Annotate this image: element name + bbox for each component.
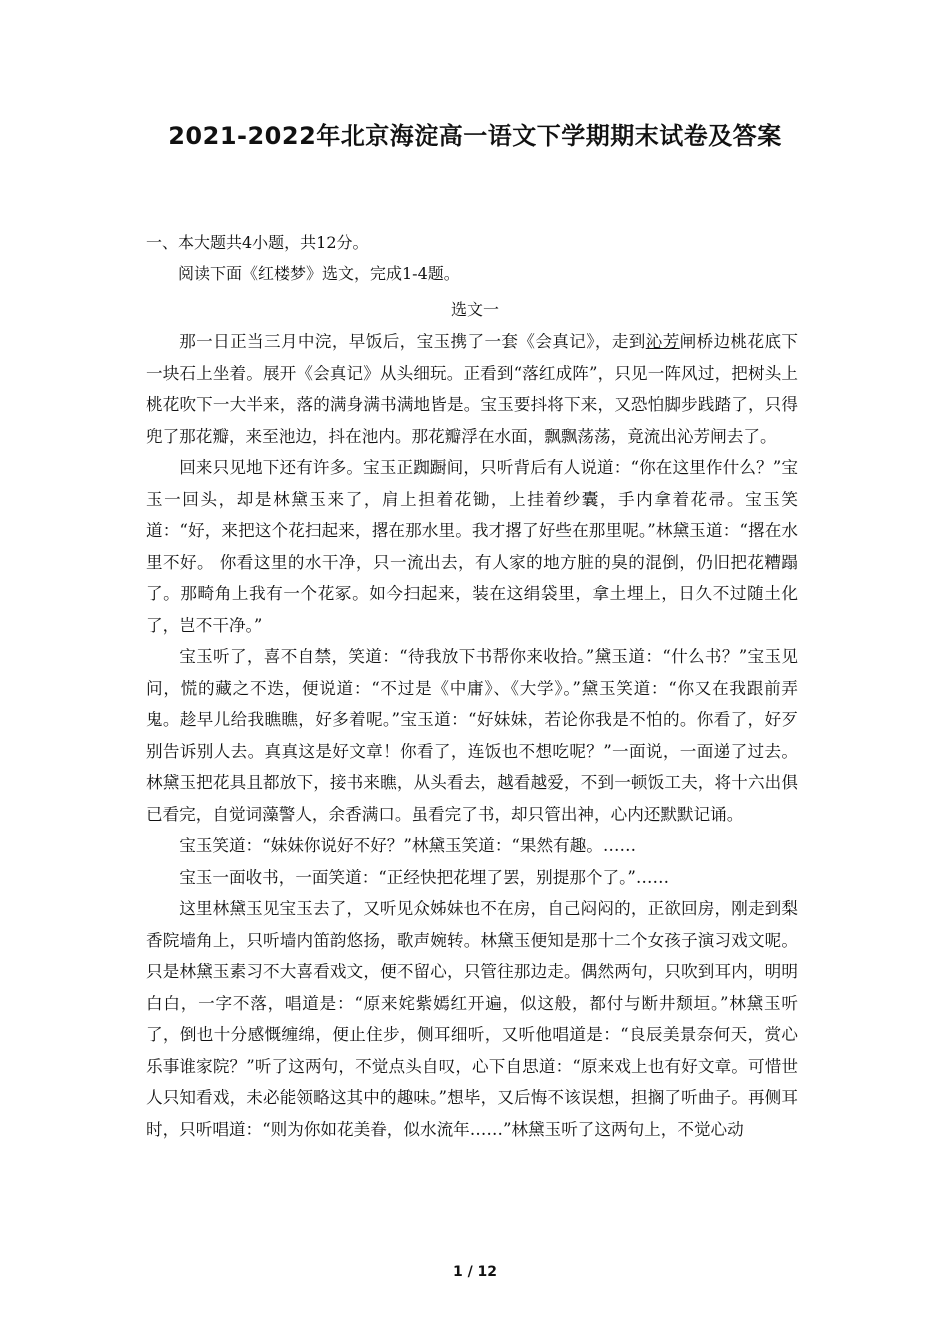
page-number: 1 / 12 [452,1264,498,1280]
excerpt-body [146,326,798,1145]
paragraph: 这里林黛玉见宝玉去了，又听见众姊妹也不在房，自己闷闷的，正欲回房，刚走到梨香院墙角上，只听墙内笛韵悠扬，歌声婉转。林黛玉便知是那十二个女孩子演习戏文呢。只是林黛玉素习不大喜看戏文，便不留心，只管往那边走。偶然两句，只吹到耳内，明明白白，一字不落，唱道是：“原来姹紫嫣红开遍，似这般，都付与断井颓垣。”林黛玉听了，倒也十分感慨缠绵，便止住步，侧耳细听，又听他唱道是：“良辰美景奈何天，赏心乐事谁家院？”听了这两句，不觉点头自叹，心下自思道：“原来戏上也有好文章。可惜世人只知看戏，未必能领略这其中的趣味。”想毕，又后悔不该误想，担搁了听曲子。再侧耳时，只听唱道：“则为你如花美眷，似水流年……”林黛玉听了这两句上，不觉心动 [146,899,798,1139]
paragraph: 宝玉一面收书，一面笑道：“正经快把花埋了罢，别提那个了。”…… [179,867,670,887]
paragraph: 回来只见地下还有许多。宝玉正踟蹰间，只听背后有人说道：“你在这里作什么？”宝玉一回头，却是林黛玉来了，肩上担着花锄，上挂着纱囊，手内拿着花帚。宝玉笑道：“好，来把这个花扫起来，撂在那水里。我才撂了好些在那里呢。”林黛玉道：“撂在水里不好。 你看这里的水干净，只一流出去，有人家的地方脏的臭的混倒，仍旧把花糟蹋了。那畸角上我有一个花冢。如今扫起来，装在这绢袋里，拿土埋上，日久不过随土化了，岂不干净。” [146,458,798,635]
paragraph: 宝玉笑道：“妹妹你说好不好？”林黛玉笑道：“果然有趣。…… [179,836,637,855]
excerpt-subtitle: 选文一 [450,300,499,319]
document-title: 2021-2022年北京海淀高一语文下学期期末试卷及答案 [168,122,782,150]
section-heading: 一、本大题共4小题，共12分。 [146,233,369,252]
paragraph: 那一日正当三月中浣，早饭后，宝玉携了一套《会真记》，走到沁芳闸桥边桃花底下一块石上坐着。展开《会真记》从头细玩。正看到“落红成阵”，只见一阵风过，把树头上桃花吹下一大半来，落的满身满书满地皆是。宝玉要抖将下来，又恐怕脚步践踏了，只得兜了那花瓣，来至池边，抖在池内。那花瓣浮在水面，飘飘荡荡，竟流出沁芳闸去了。 [146,332,799,446]
reading-instruction: 阅读下面《红楼梦》选文，完成1-4题。 [178,264,460,283]
paragraph: 宝玉听了，喜不自禁，笑道：“待我放下书帮你来收拾。”黛玉道：“什么书？”宝玉见问，慌的藏之不迭，便说道：“不过是《中庸》、《大学》。”黛玉笑道：“你又在我跟前弄鬼。趁早儿给我瞧瞧，好多着呢。”宝玉道：“好妹妹，若论你我是不怕的。你看了，好歹别告诉别人去。真真这是好文章！你看了，连饭也不想吃呢？”一面说，一面递了过去。林黛玉把花具且都放下，接书来瞧，从头看去，越看越爱，不到一顿饭工夫，将十六出俱已看完，自觉词藻警人，余香满口。虽看完了书，却只管出神，心内还默默记诵。 [146,647,798,824]
underlined-term: 沁芳 [645,332,680,351]
